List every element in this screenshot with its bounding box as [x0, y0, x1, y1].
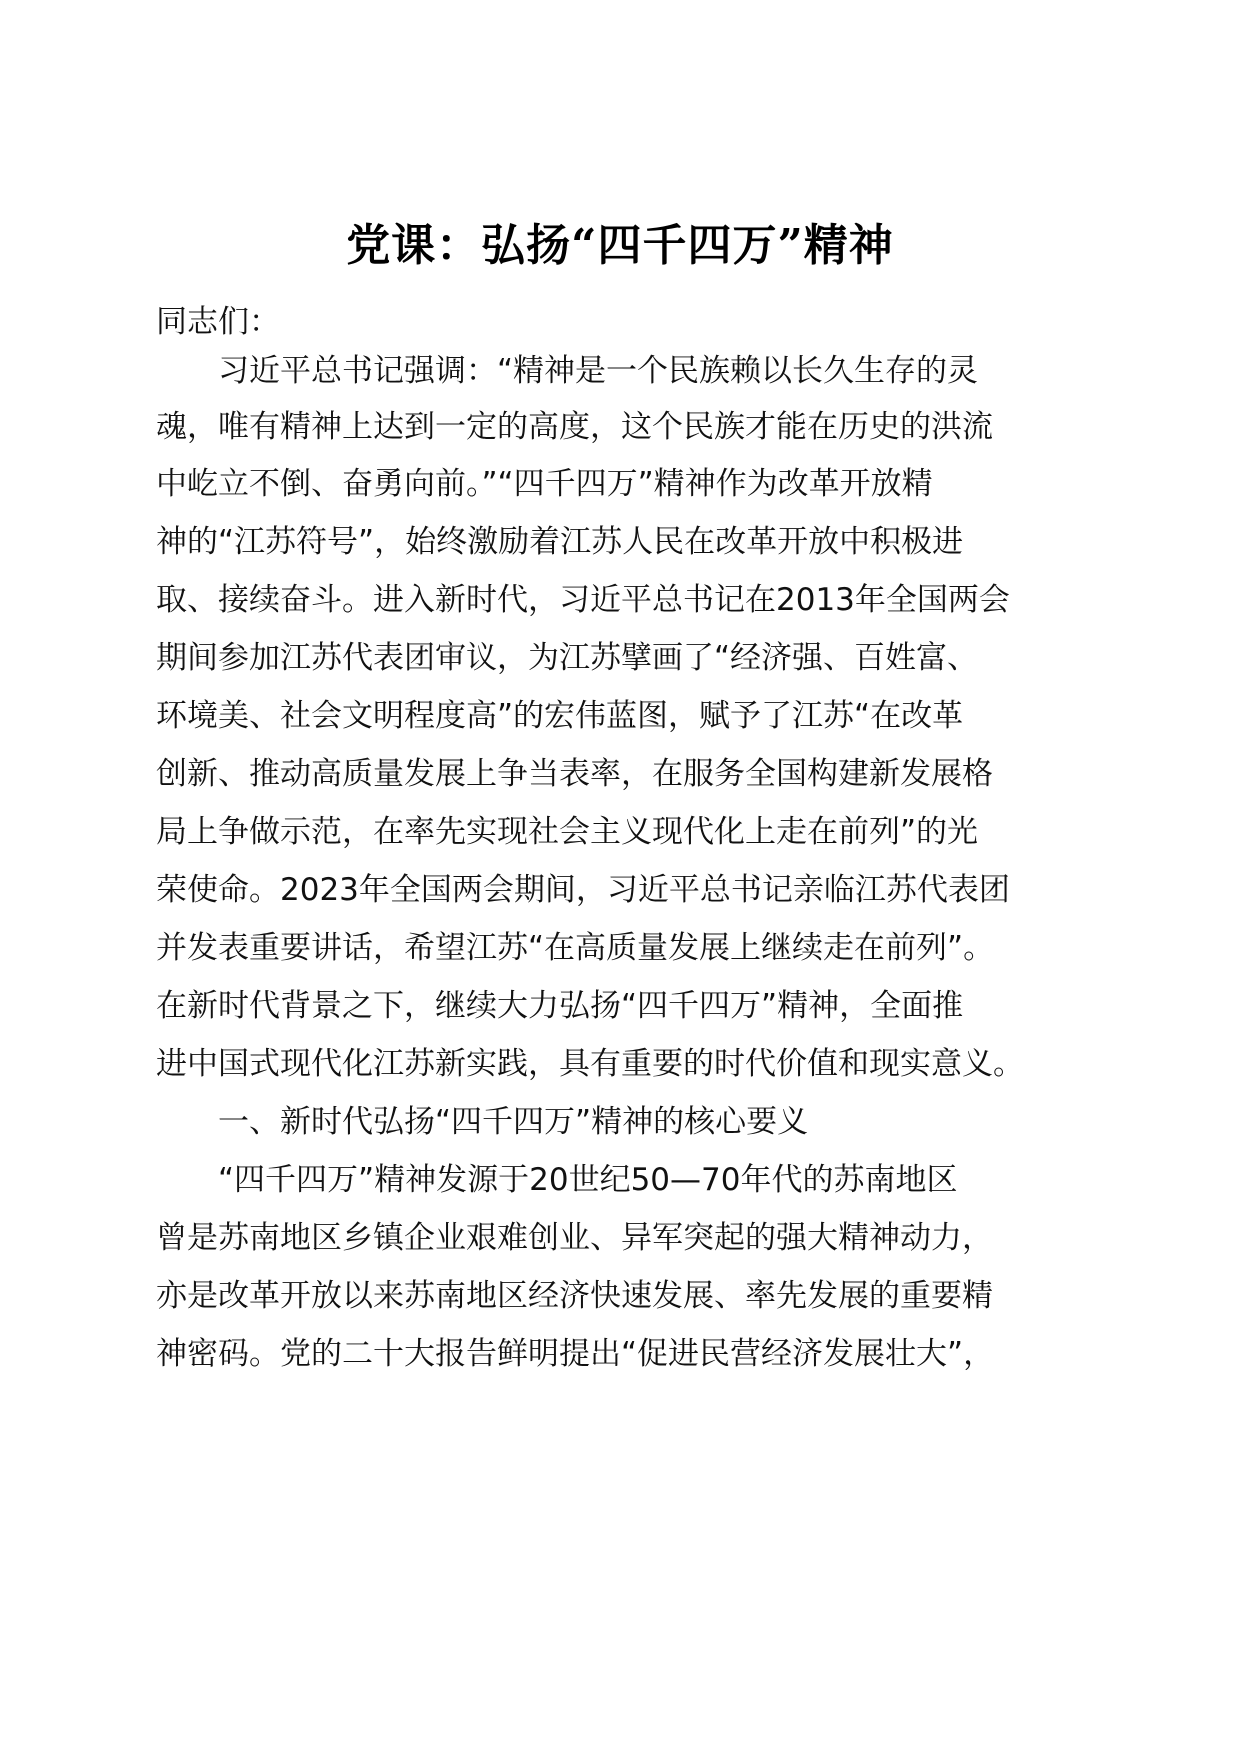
body-line: 取、接续奋斗。进入新时代，习近平总书记在2013年全国两会: [156, 582, 1010, 618]
body-line: “四千四万”精神发源于20世纪50—70年代的苏南地区: [218, 1162, 958, 1198]
body-line: 曾是苏南地区乡镇企业艰难创业、异军突起的强大精神动力，: [156, 1220, 993, 1256]
body-line: 进中国式现代化江苏新实践，具有重要的时代价值和现实意义。: [156, 1046, 1024, 1082]
body-line: 魂，唯有精神上达到一定的高度，这个民族才能在历史的洪流: [156, 409, 993, 445]
body-line: 亦是改革开放以来苏南地区经济快速发展、率先发展的重要精: [156, 1278, 993, 1314]
body-line: 神密码。党的二十大报告鲜明提出“促进民营经济发展壮大”，: [156, 1336, 995, 1372]
body-line: 局上争做示范，在率先实现社会主义现代化上走在前列”的光: [156, 814, 979, 850]
body-line: 在新时代背景之下，继续大力弘扬“四千四万”精神，全面推: [156, 988, 964, 1024]
body-line: 期间参加江苏代表团审议，为江苏擘画了“经济强、百姓富、: [156, 640, 979, 676]
body-line: 并发表重要讲话，希望江苏“在高质量发展上继续走在前列”。: [156, 930, 995, 966]
document-title: 党课：弘扬“四千四万”精神: [346, 220, 894, 271]
body-line: 神的“江苏符号”，始终激励着江苏人民在改革开放中积极进: [156, 524, 964, 560]
section-heading: 一、新时代弘扬“四千四万”精神的核心要义: [218, 1104, 809, 1140]
body-line: 荣使命。2023年全国两会期间，习近平总书记亲临江苏代表团: [156, 872, 1010, 908]
body-line: 环境美、社会文明程度高”的宏伟蓝图，赋予了江苏“在改革: [156, 698, 964, 734]
body-line: 习近平总书记强调：“精神是一个民族赖以长久生存的灵: [218, 353, 979, 389]
salutation-line: 同志们：: [156, 304, 280, 340]
body-line: 中屹立不倒、奋勇向前。”“四千四万”精神作为改革开放精: [156, 466, 933, 502]
body-line: 创新、推动高质量发展上争当表率，在服务全国构建新发展格: [156, 756, 993, 792]
